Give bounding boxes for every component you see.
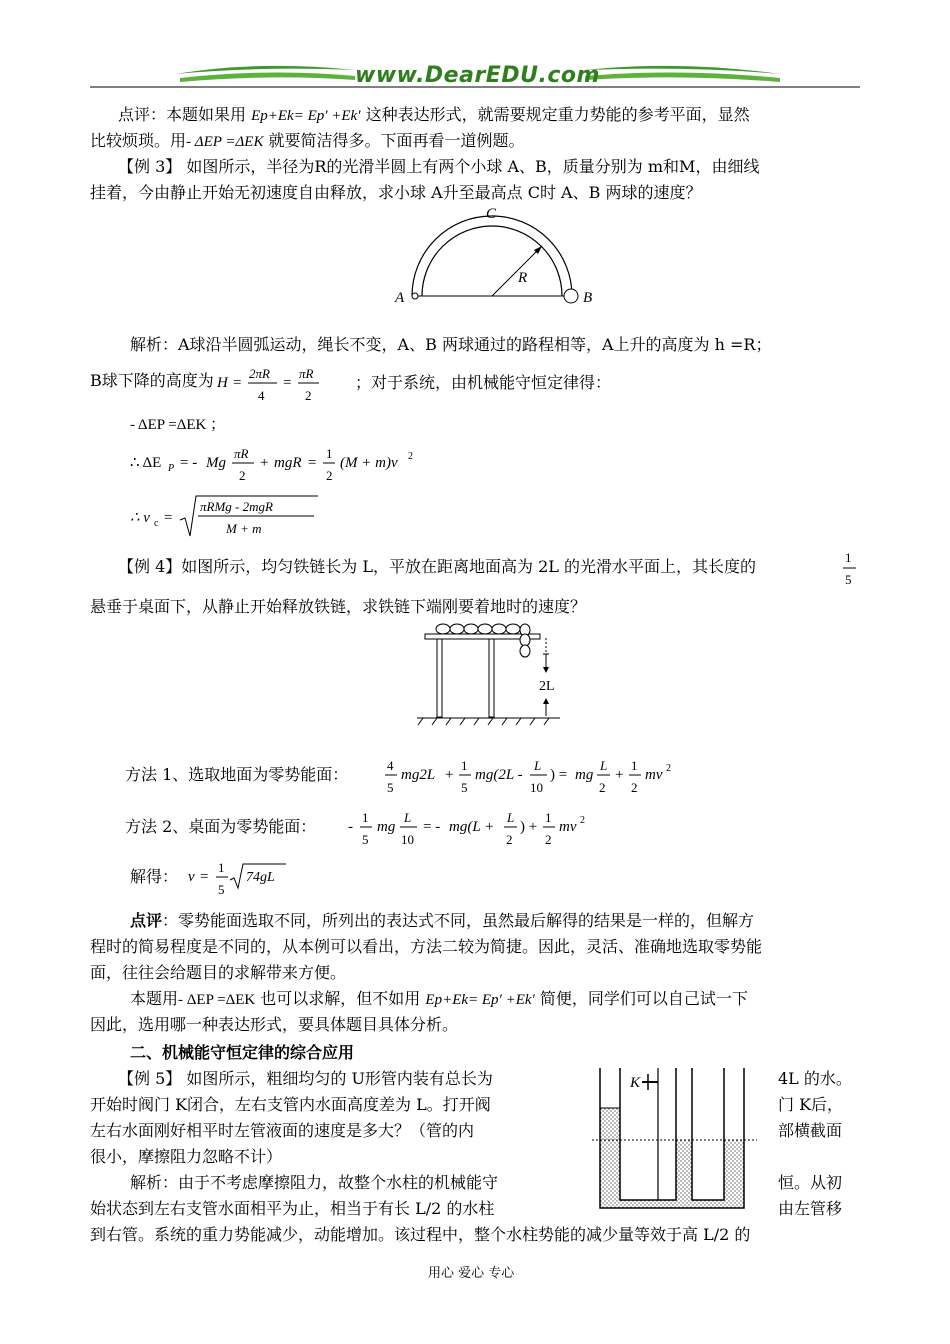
svg-text:2: 2 bbox=[631, 780, 638, 795]
svg-text:2: 2 bbox=[239, 468, 246, 483]
label-c: C bbox=[486, 206, 497, 222]
label-a: A bbox=[395, 290, 405, 306]
comment-paragraph-line-2: 程时的简易程度是不同的，从本例可以看出，方法二较为简捷。因此，灵活、准确地选取零势能 bbox=[90, 937, 763, 956]
svg-text:5: 5 bbox=[387, 780, 394, 795]
svg-text:πR: πR bbox=[299, 366, 314, 381]
svg-text:4: 4 bbox=[258, 388, 265, 403]
svg-text:2: 2 bbox=[305, 388, 312, 403]
solve-equation bbox=[186, 854, 296, 902]
svg-text:2: 2 bbox=[506, 832, 513, 847]
semicircle-figure bbox=[390, 200, 605, 310]
svg-text:πR: πR bbox=[234, 446, 249, 461]
svg-text:) =: ) = bbox=[550, 767, 568, 783]
svg-text:v: v bbox=[188, 869, 195, 885]
svg-text:mv: mv bbox=[559, 819, 577, 835]
svg-text:5: 5 bbox=[362, 832, 369, 847]
label-r: R bbox=[518, 270, 528, 286]
label-b: B bbox=[583, 290, 593, 306]
svg-text:5: 5 bbox=[461, 780, 468, 795]
svg-text:2: 2 bbox=[580, 815, 585, 826]
svg-text:1: 1 bbox=[545, 810, 552, 825]
svg-text:1: 1 bbox=[845, 550, 852, 565]
example-5-line-1: 【例 5】 如图所示，粗细均匀的 U形管内装有总长为 bbox=[118, 1069, 493, 1088]
header-logo bbox=[90, 60, 860, 90]
svg-text:2: 2 bbox=[545, 832, 552, 847]
comment-line-2: 比较烦琐。用- ΔEP =ΔEK 就要简洁得多。下面再看一道例题。 bbox=[90, 131, 525, 150]
svg-text:=: = bbox=[308, 455, 317, 471]
svg-text:1: 1 bbox=[631, 758, 638, 773]
svg-text:10: 10 bbox=[530, 780, 543, 795]
this-problem-line-1: 本题用- ΔEP =ΔEK 也可以求解，但不如用 Ep+Ek= Ep′ +Ek′ 简便，同学们可以自己试一下 bbox=[130, 989, 748, 1008]
this-problem-line-2: 因此，选用哪一种表达形式，要具体题目具体分析。 bbox=[90, 1015, 459, 1034]
chain-table-figure bbox=[415, 618, 565, 730]
svg-text:mg: mg bbox=[575, 767, 594, 783]
logo-text: www.DearEDU.com bbox=[355, 63, 600, 88]
svg-text:+: + bbox=[260, 455, 269, 471]
example-5-line-3-right: 部横截面 bbox=[778, 1121, 843, 1140]
svg-text:L: L bbox=[507, 810, 515, 825]
svg-text:mgR: mgR bbox=[274, 455, 302, 471]
svg-text:∴ v: ∴ v bbox=[130, 510, 150, 526]
comment-paragraph-line-3: 面，往往会给题目的求解带来方便。 bbox=[90, 963, 347, 982]
example-5-line-4: 很小，摩擦阻力忽略不计） bbox=[90, 1147, 283, 1166]
svg-text:∴ ΔE: ∴ ΔE bbox=[130, 455, 162, 471]
page-footer: 用心 爱心 专心 bbox=[428, 1266, 515, 1281]
equation-1: - ΔEP =ΔEK ； bbox=[130, 417, 226, 433]
solution-5-line-1: 解析：由于不考虑摩擦阻力，故整个水柱的机械能守 bbox=[130, 1173, 499, 1192]
method-2-label: 方法 2、桌面为零势能面： bbox=[125, 817, 317, 836]
svg-text:L: L bbox=[600, 758, 608, 773]
solution-3-line-2-suffix: ；对于系统，由机械能守恒定律得： bbox=[355, 373, 612, 392]
svg-text:L: L bbox=[404, 810, 412, 825]
example-4-line-1: 【例 4】如图所示，均匀铁链长为 L，平放在距离地面高为 2L 的光滑水平面上，其长度的 bbox=[118, 557, 756, 576]
solution-5-line-2: 始状态到左右支管水面相平为止，相当于有长 L/2 的水柱 bbox=[90, 1199, 495, 1218]
svg-text:c: c bbox=[154, 518, 159, 529]
method-2-equation bbox=[346, 804, 616, 852]
svg-text:mg(2L -: mg(2L - bbox=[475, 767, 523, 783]
svg-text:M + m: M + m bbox=[226, 521, 262, 536]
svg-text:5: 5 bbox=[218, 882, 225, 897]
svg-text:mv: mv bbox=[645, 767, 663, 783]
svg-text:10: 10 bbox=[401, 832, 414, 847]
svg-text:=: = bbox=[233, 375, 242, 391]
u-tube-figure bbox=[592, 1068, 762, 1218]
example-4-line-2: 悬垂于桌面下，从静止开始释放铁链，求铁链下端刚要着地时的速度？ bbox=[90, 597, 587, 616]
svg-text:2: 2 bbox=[666, 763, 671, 774]
equation-2 bbox=[128, 440, 448, 488]
label-2l: 2L bbox=[539, 679, 555, 694]
label-k: K bbox=[630, 1075, 641, 1091]
svg-text:5: 5 bbox=[845, 572, 852, 587]
svg-text:1: 1 bbox=[218, 860, 225, 875]
svg-text:1: 1 bbox=[362, 810, 369, 825]
svg-text:= -: = - bbox=[180, 455, 198, 471]
solution-5-line-1-right: 恒。从初 bbox=[778, 1173, 843, 1192]
solution-5-line-3: 到右管。系统的重力势能减少，动能增加。该过程中，整个水柱势能的减少量等效于高 L/2 的 bbox=[90, 1225, 751, 1244]
example-5-line-1-right: 4L 的水。 bbox=[778, 1069, 852, 1088]
svg-text:mg: mg bbox=[377, 819, 396, 835]
example-3-line-2: 挂着，今由静止开始无初速度自由释放，求小球 A升至最高点 C时 A、B 两球的速度？ bbox=[90, 183, 702, 202]
svg-text:L: L bbox=[534, 758, 542, 773]
svg-text:= -: = - bbox=[423, 819, 441, 835]
svg-text:1: 1 bbox=[461, 758, 468, 773]
svg-text:74gL: 74gL bbox=[246, 870, 275, 885]
svg-text:2: 2 bbox=[326, 468, 333, 483]
svg-text:πRMg - 2mgR: πRMg - 2mgR bbox=[200, 499, 273, 514]
method-1-equation bbox=[385, 752, 705, 800]
svg-text:P: P bbox=[168, 463, 175, 474]
svg-text:(M + m)v: (M + m)v bbox=[340, 455, 398, 471]
svg-text:-: - bbox=[348, 819, 353, 835]
section-2-heading: 二、机械能守恒定律的综合应用 bbox=[130, 1043, 355, 1062]
svg-text:=: = bbox=[283, 375, 292, 391]
example-5-line-3: 左右水面刚好相平时左管液面的速度是多大？（管的内 bbox=[90, 1121, 475, 1140]
svg-text:+: + bbox=[445, 767, 454, 783]
svg-text:2πR: 2πR bbox=[249, 366, 270, 381]
example-3-line-1: 【例 3】 如图所示，半径为R的光滑半圆上有两个小球 A、B，质量分别为 m和M，由细线 bbox=[118, 157, 760, 176]
svg-text:H: H bbox=[217, 375, 228, 391]
svg-text:mg(L +: mg(L + bbox=[449, 819, 495, 835]
svg-text:Mg: Mg bbox=[206, 455, 226, 471]
svg-text:2: 2 bbox=[599, 780, 606, 795]
svg-text:) +: ) + bbox=[520, 819, 538, 835]
svg-text:mg2L: mg2L bbox=[401, 767, 436, 783]
example-5-line-2-right: 门 K后， bbox=[778, 1095, 844, 1114]
equation-3 bbox=[128, 492, 338, 542]
fraction-one-fifth bbox=[840, 546, 860, 592]
svg-text:=: = bbox=[164, 510, 173, 526]
svg-text:=: = bbox=[200, 869, 209, 885]
solution-3-line-1: 解析：A球沿半圆弧运动，绳长不变，A、B 两球通过的路程相等，A上升的高度为 h =R； bbox=[130, 335, 772, 354]
svg-text:4: 4 bbox=[387, 758, 394, 773]
solution-3-line-2: B球下降的高度为 bbox=[90, 371, 214, 390]
example-5-line-2: 开始时阀门 K闭合，左右支管内水面高度差为 L。打开阀 bbox=[90, 1095, 491, 1114]
svg-text:1: 1 bbox=[326, 446, 333, 461]
method-1-label: 方法 1、选取地面为零势能面： bbox=[125, 765, 349, 784]
equation-h bbox=[215, 360, 355, 408]
solution-5-line-2-right: 由左管移 bbox=[778, 1199, 843, 1218]
svg-text:2: 2 bbox=[408, 451, 413, 462]
comment-paragraph-line-1: 点评：零势能面选取不同，所列出的表达式不同，虽然最后解得的结果是一样的，但解方 bbox=[130, 911, 755, 930]
solve-label: 解得： bbox=[130, 867, 179, 886]
comment-line-1: 点评：本题如果用 Ep+Ek= Ep′ +Ek′ 这种表达形式，就需要规定重力势能的参考平面，显然 bbox=[118, 105, 750, 124]
svg-text:+: + bbox=[615, 767, 624, 783]
